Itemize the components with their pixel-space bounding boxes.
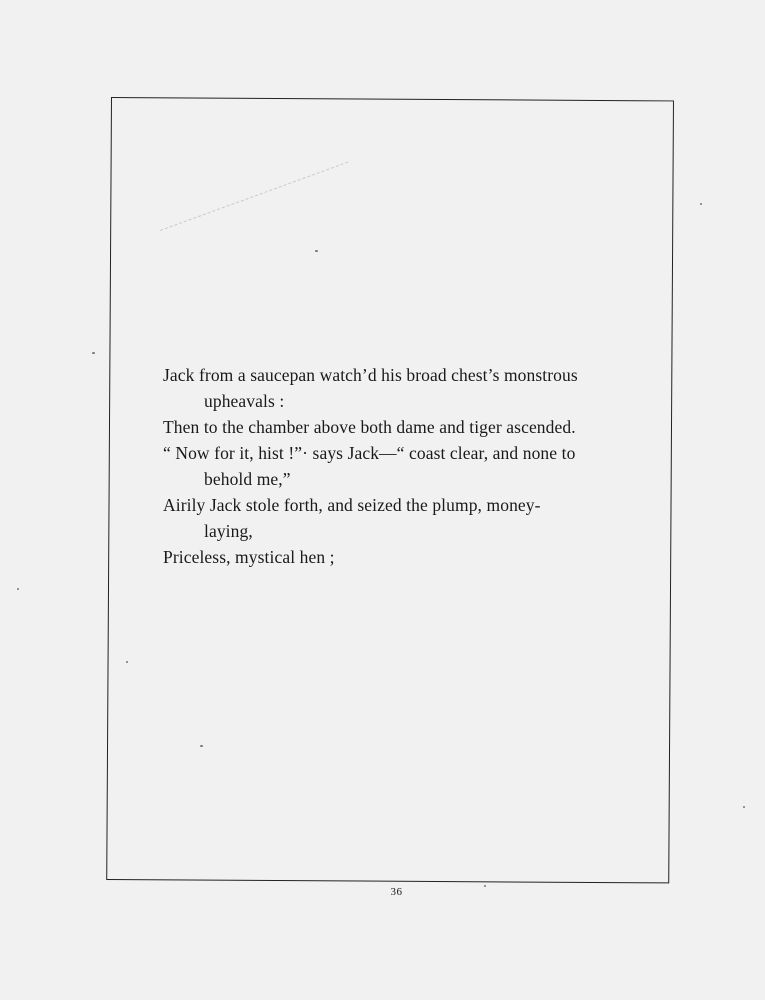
paper-speck (200, 745, 203, 747)
paper-speck (700, 203, 702, 205)
verse-line-5-text: Priceless, mystical hen ; (163, 547, 335, 567)
verse-line-5 (163, 544, 625, 570)
paper-speck (92, 352, 95, 354)
verse-line-4-continuation: laying, (204, 521, 253, 541)
verse-line-3-continuation: behold me,” (204, 469, 291, 489)
verse-line-2-text: Then to the chamber above both dame and tiger ascended. (163, 417, 576, 437)
page-number: 36 (390, 886, 403, 898)
paper-speck (484, 885, 486, 887)
verse-line-4-text: Airily Jack stole forth, and seized the plump, money- (163, 495, 541, 515)
paper-speck (17, 588, 19, 590)
paper-speck (743, 806, 745, 808)
verse-line-1-text: Jack from a saucepan watch’d his broad chest’s monstrous (163, 365, 578, 385)
verse-line-4 (163, 492, 625, 544)
verse-line-3 (163, 440, 625, 492)
verse-line-1-continuation: upheavals : (204, 391, 285, 411)
paper-speck (315, 250, 318, 252)
verse-line-3-text: “ Now for it, hist !”· says Jack—“ coast clear, and none to (163, 443, 576, 463)
verse-line-1 (163, 362, 625, 414)
paper-speck (126, 661, 128, 663)
verse-block (163, 362, 625, 570)
verse-line-2 (163, 414, 625, 440)
